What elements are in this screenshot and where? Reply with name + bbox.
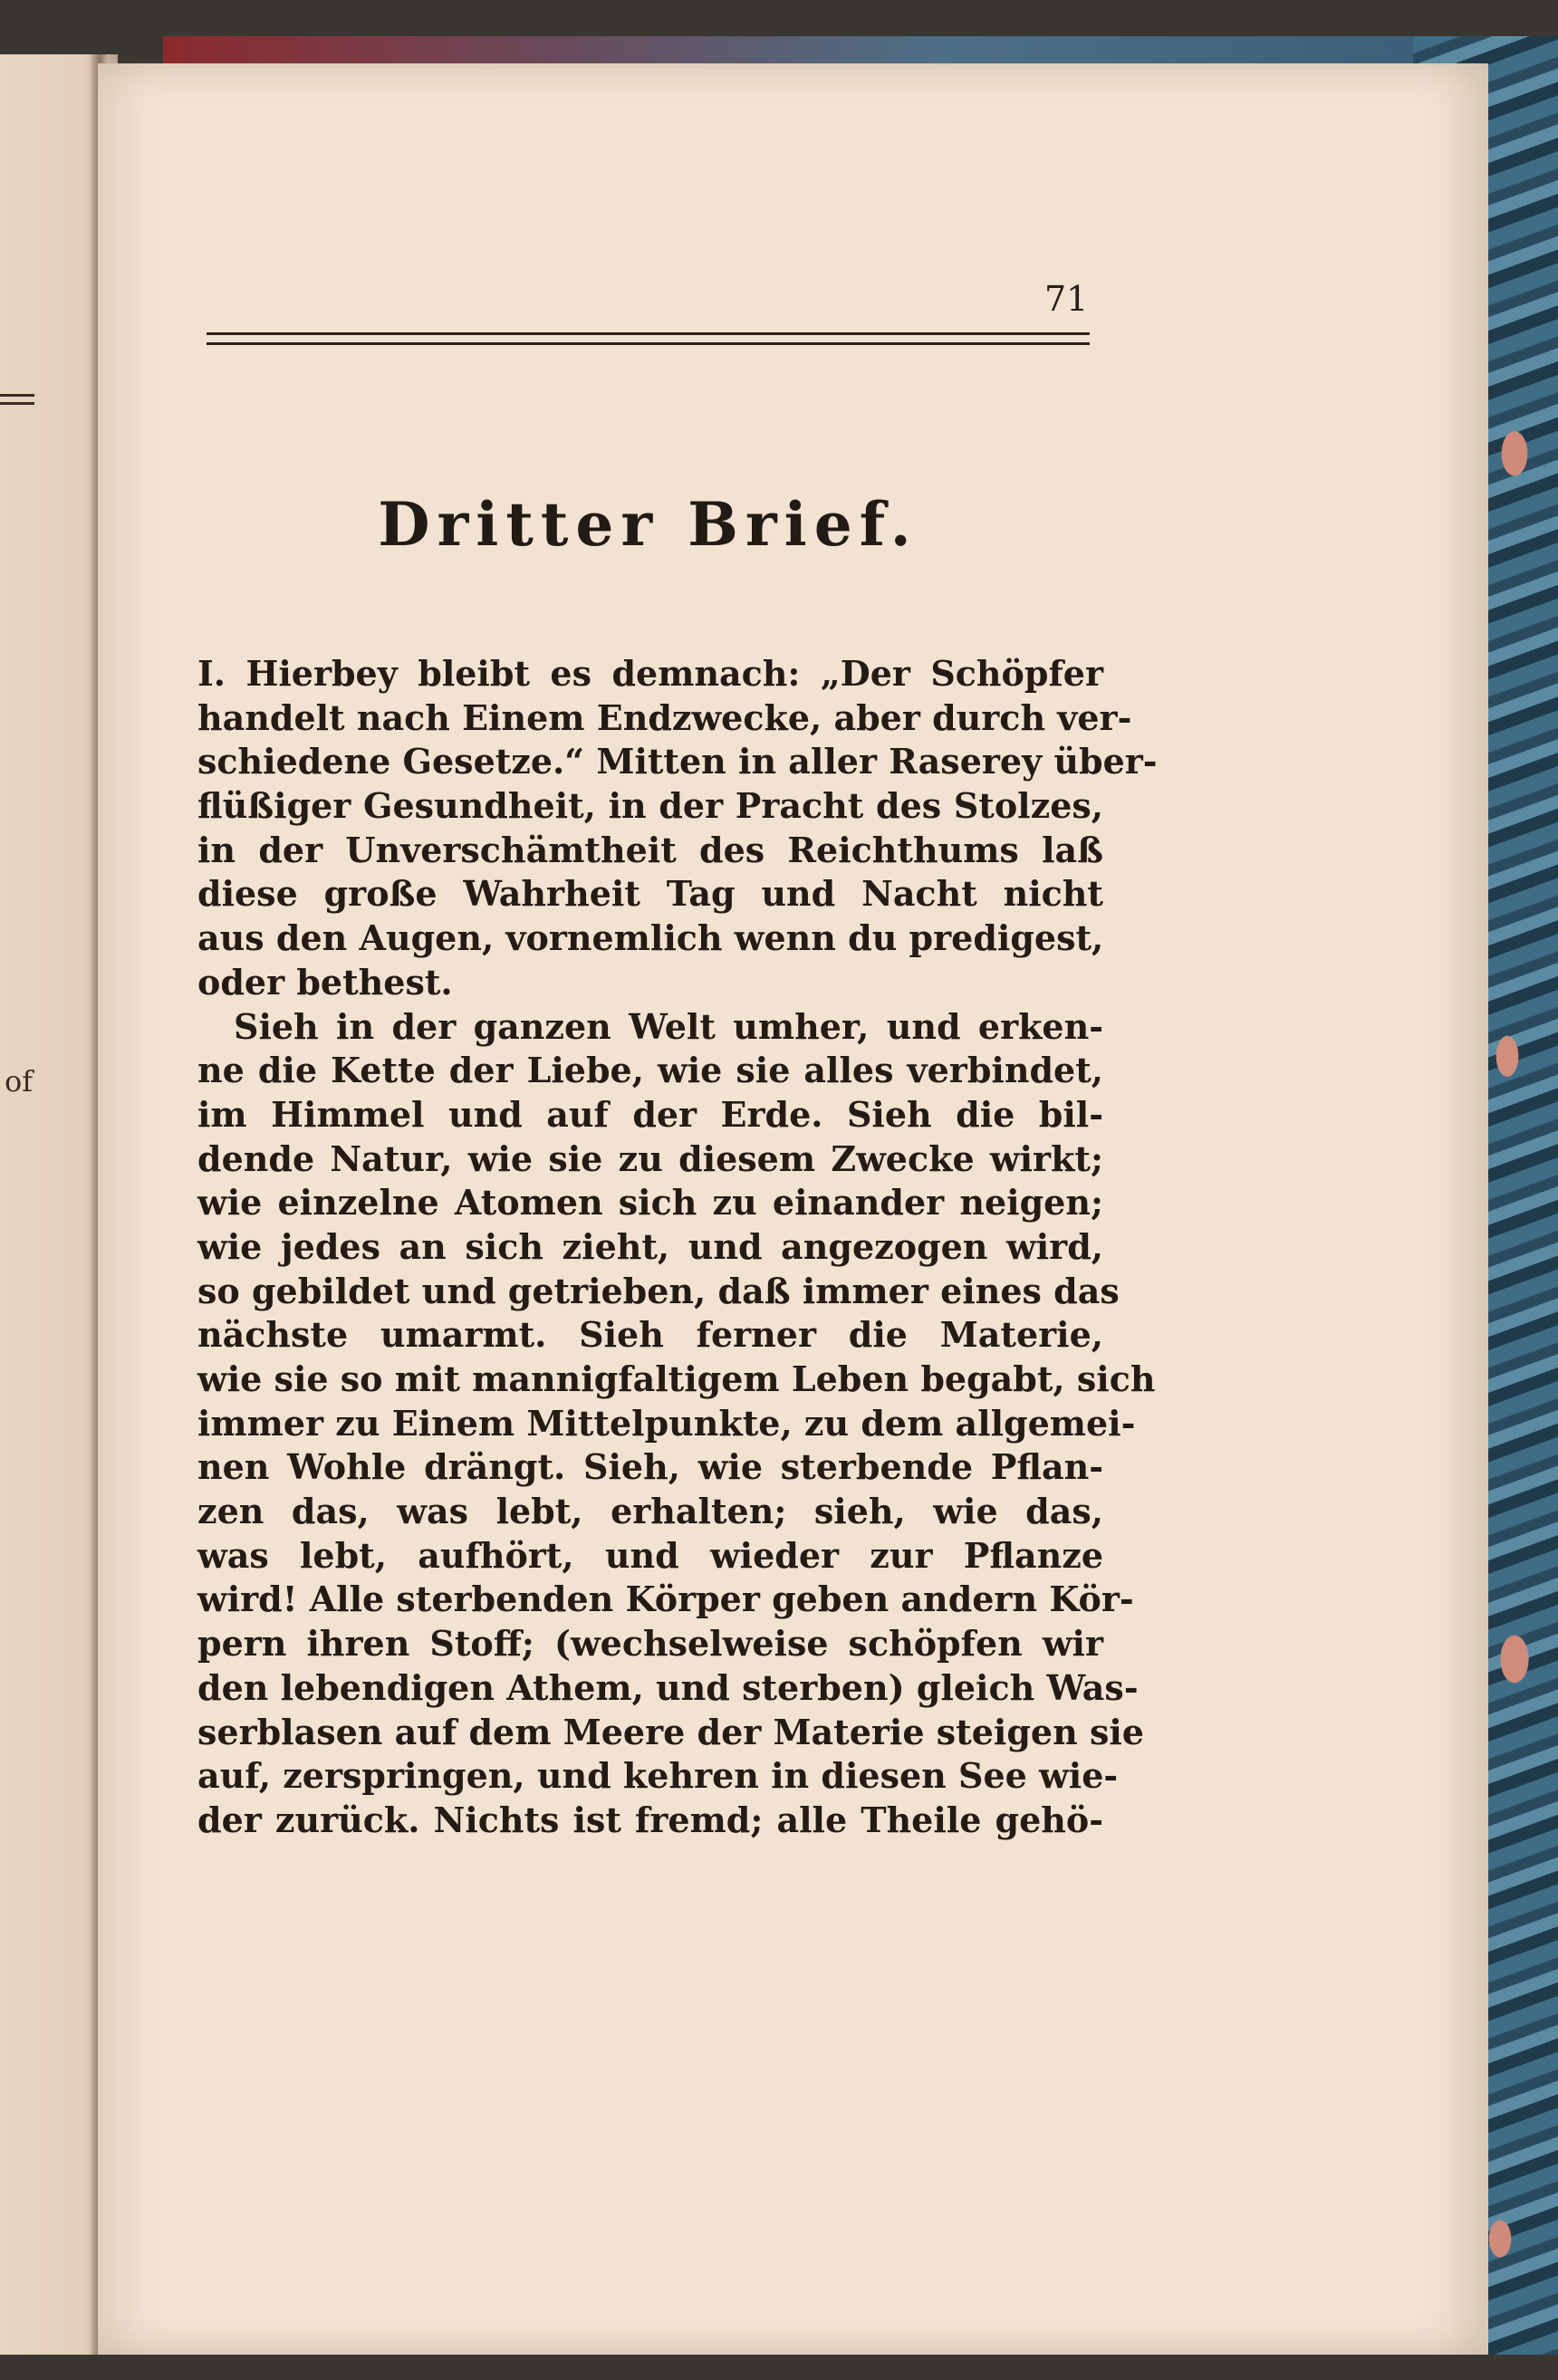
text-line: so gebildet und getrieben, daß immer eines das — [197, 1270, 1120, 1311]
text-line: in der Unverschämtheit des Reichthums laß — [197, 829, 1103, 870]
text-line: nen Wohle drängt. Sieh, wie sterbende Pflan- — [197, 1446, 1103, 1488]
header-rule — [207, 332, 1090, 345]
previous-page-rule — [0, 394, 34, 405]
text-line: nächste umarmt. Sieh ferner die Materie, — [197, 1314, 1103, 1356]
text-line: was lebt, aufhört, und wieder zur Pflanze — [197, 1534, 1103, 1576]
text-line: der zurück. Nichts ist fremd; alle Theile gehö- — [197, 1799, 1103, 1840]
text-line: wie einzelne Atomen sich zu einander neigen; — [197, 1182, 1103, 1224]
text-line: I. Hierbey bleibt es demnach: „Der Schöpfer — [197, 653, 1103, 694]
previous-page-word: of — [5, 1064, 34, 1099]
text-line: dende Natur, wie sie zu diesem Zwecke wirkt; — [197, 1137, 1103, 1179]
page-number: 71 — [1044, 279, 1089, 319]
text-line: immer zu Einem Mittelpunkte, zu dem allgemei- — [197, 1402, 1136, 1444]
text-line: serblasen auf dem Meere der Materie steigen sie — [197, 1711, 1144, 1752]
text-line: wie jedes an sich zieht, und angezogen wird, — [197, 1225, 1103, 1267]
text-line: oder bethest. — [197, 961, 453, 1003]
text-line: handelt nach Einem Endzwecke, aber durch ver- — [197, 696, 1132, 738]
text-line: auf, zerspringen, und kehren in diesen See wie- — [197, 1755, 1119, 1797]
text-line: pern ihren Stoff; (wechselweise schöpfen wir — [197, 1623, 1103, 1665]
text-line: aus den Augen, vornemlich wenn du predigest, — [197, 917, 1104, 959]
text-line: ne die Kette der Liebe, wie sie alles verbindet, — [197, 1050, 1103, 1091]
text-line: diese große Wahrheit Tag und Nacht nicht — [197, 873, 1103, 915]
body-text — [197, 652, 1158, 1843]
text-line: den lebendigen Athem, und sterben) gleich Was- — [197, 1666, 1139, 1708]
letter-heading: Dritter Brief. — [378, 489, 918, 560]
text-line: wie sie so mit mannigfaltigem Leben begabt, sich — [197, 1358, 1156, 1399]
text-line: schiedene Gesetze.“ Mitten in aller Raserey über- — [197, 741, 1158, 782]
text-line: Sieh in der ganzen Welt umher, und erken- — [234, 1005, 1103, 1047]
text-line: zen das, was lebt, erhalten; sieh, wie das, — [197, 1491, 1103, 1532]
text-line: wird! Alle sterbenden Körper geben andern Kör- — [197, 1579, 1134, 1620]
text-line: im Himmel und auf der Erde. Sieh die bil- — [197, 1093, 1103, 1135]
text-line: flüßiger Gesundheit, in der Pracht des Stolzes, — [197, 785, 1103, 827]
